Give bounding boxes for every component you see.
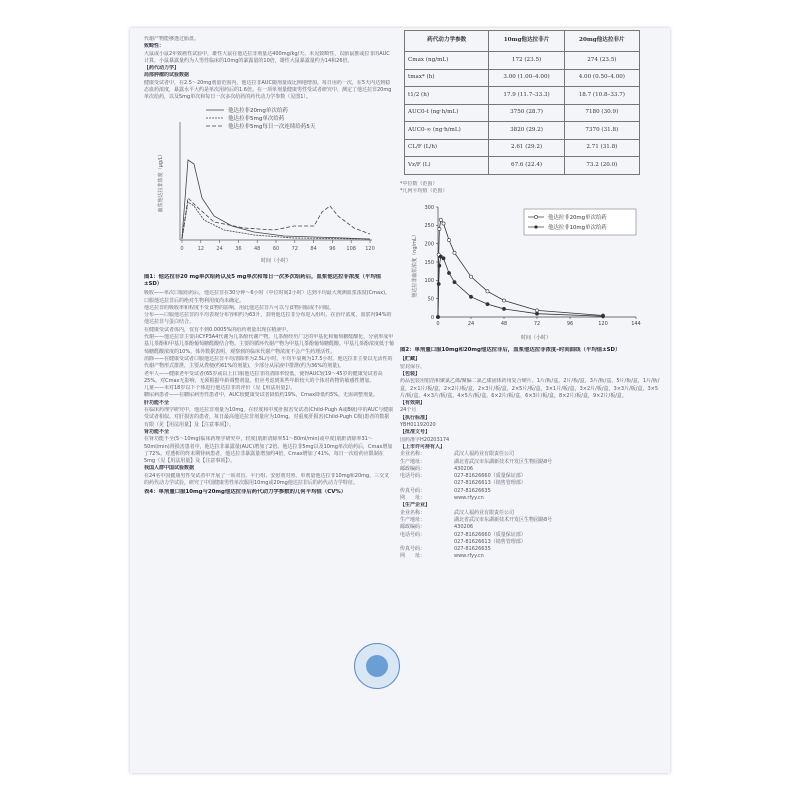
pk-cell: Cmax (ng/mL) (405, 52, 489, 70)
pk-header-20mg: 20mg他达拉非片 (564, 31, 639, 52)
list-item (400, 495, 662, 502)
x-tick-label: 108 (346, 245, 356, 252)
info-label: 企业名称： (400, 451, 426, 458)
figure-2-legend-1-text: 他达拉非20mg单次给药 (548, 215, 607, 222)
pk-table-note-2: *几何平均值（范围） (400, 187, 448, 194)
para-3: 在临床药理学研究中，他达拉非剂量为10mg，在轻度和中度肝损害受试者(Child-Pugh A或B级)中的AUC与健康受试者相似。对肝损害的患者，每日最高他达拉非剂量应为10mg。对重度肝损害(Child-Pugh C级)患者的数据有限（见【用法用量】及【注意事项】）。 (144, 407, 394, 428)
x-tick-label: 72 (533, 321, 541, 328)
x-tick-label: 60 (272, 245, 280, 252)
list-item (400, 553, 662, 560)
data-point (447, 238, 450, 241)
info-value: 430206 (454, 465, 474, 472)
table-row (405, 52, 640, 70)
data-point (439, 218, 442, 221)
maker-title: 【生产企业】 (400, 502, 431, 509)
list-item (400, 480, 662, 487)
pk-header-param: 药代动力学参数 (405, 31, 489, 52)
list-item (400, 546, 662, 553)
figure-1-x-ticks (180, 240, 374, 252)
section-pk-title: 【药代动力学】 (144, 65, 180, 72)
x-tick-label: 12 (197, 245, 204, 252)
figure-2-legend-box (524, 209, 636, 235)
x-tick-label: 48 (500, 321, 508, 328)
pk-cell: AUC0-t (ng·h/mL) (405, 104, 489, 122)
info-label: 生产地址： (400, 516, 426, 523)
data-point (438, 264, 441, 267)
certification-seal-icon (354, 643, 400, 689)
x-tick-label: 0 (180, 245, 184, 252)
info-value: www.rfyy.cn (454, 553, 484, 560)
table-row (405, 104, 640, 122)
table-row (405, 139, 640, 157)
right-column (400, 28, 662, 773)
x-tick-label: 0 (436, 321, 440, 328)
pk-table-note: *中位数（范围） (400, 180, 438, 187)
data-point (436, 315, 439, 318)
para-2-food: 他达拉非的吸收率和程度不受食物的影响，用此他达拉非片可以与食物同服或不同服。 (144, 304, 335, 311)
x-tick-label: 120 (365, 245, 375, 252)
list-item (400, 466, 662, 473)
figure-1-series-20mg (182, 160, 370, 239)
info-value: 湖北省武汉市东湖新技术开发区生物园路8号 (454, 516, 553, 523)
figure-2-xlabel: 时间（小时） (520, 335, 552, 342)
figure-2-caption: 图2：单剂量口服10mg和20mg他达拉非后，血浆他达拉非浓度–时间曲线（平均值±SD） (400, 347, 621, 354)
legend-1-text: 他达拉非20mg单次给药 (228, 107, 288, 114)
figure-2-legend-2-marker (534, 225, 537, 228)
pk-cell: 7180 (30.9) (564, 104, 639, 122)
pk-cell: 3820 (29.2) (489, 122, 564, 140)
list-item (400, 539, 662, 546)
pk-cell: CL/F (L/h) (405, 139, 489, 157)
pk-cell: 2.71 (31.8) (564, 139, 639, 157)
figure-2-legend-1-marker (534, 215, 537, 218)
data-point (486, 303, 489, 306)
info-label: 邮政编码： (400, 524, 426, 531)
info-value: 027-81626635 (454, 546, 491, 553)
y-tick-label: 150 (424, 259, 434, 266)
pk-cell: 274 (23.5) (564, 52, 639, 70)
info-label (400, 480, 454, 487)
data-point (469, 275, 472, 278)
x-tick-label: 84 (310, 245, 317, 252)
para-1: 健康受试者中，在2.5～20mg剂量范围内，他达拉非AUC随剂量成比例地增加。每日用药一次，在5天内达到稳态血药浓度，暴露水平大约是单次用药后的1.6倍。在一项单剂量健康男性受试者研究中，测定了他达拉非20mg单次给药，以及5mg单次和每日一次多次给药的药代动力学参数（见图1）。 (144, 79, 392, 101)
data-point (502, 299, 505, 302)
list-item (400, 451, 662, 458)
info-label: 邮政编码： (400, 465, 426, 472)
info-value: 027-81626613（销售管理部） (454, 538, 526, 545)
list-item (400, 473, 662, 480)
info-label: 电话号码： (400, 473, 426, 480)
info-value: 湖北省武汉市东湖新技术开发区生物园路8号 (454, 458, 553, 465)
info-value: 武汉人福药业有限责任公司 (454, 509, 515, 516)
pk-table-header (405, 31, 640, 52)
x-tick-label: 120 (598, 321, 608, 328)
storage-text: 密封保存。 (400, 363, 426, 370)
x-tick-label: 24 (216, 245, 223, 252)
y-tick-label: 0 (430, 314, 434, 321)
sub-china: 我国人群中国试验数据 (144, 465, 195, 472)
data-point (453, 281, 456, 284)
para-2-distribution: 分布——口服他达拉非的平均表观分布容积约为63升，表明他达拉非分布进入组织。在治疗浓度，血浆内94%的他达拉非与蛋白结合。 (144, 312, 392, 326)
figure-2-legend (524, 209, 636, 235)
y-tick-label: 100 (424, 278, 434, 285)
data-point (535, 309, 538, 312)
pk-cell: 2.61 (29.2) (489, 139, 564, 157)
pk-cell: 3750 (28.7) (489, 104, 564, 122)
legend-3-text: 他达拉非5mg每日一次连续给药5天 (228, 123, 316, 130)
info-value: 027-81626660（质量保证部） (454, 473, 526, 480)
pk-cell: AUC0-∞ (ng·h/mL) (405, 122, 489, 140)
intro-line-3: 大鼠或小鼠2年致癌性试验中，雄性大鼠在他达拉非剂量达400mg/kg/天、未见致畸性，以胎鼠推或拉非的AUC计算，小鼠暴露量约为人男性临床的10mg的暴露量的10倍，雄性大鼠暴露量约为14和26倍。 (144, 50, 390, 64)
data-point (437, 282, 440, 285)
validity-text: 24个月 (400, 407, 417, 414)
x-tick-label: 48 (254, 245, 261, 252)
pk-cell: 17.9 (11.7–33.3) (489, 87, 564, 105)
para-2-elderly: 老年人——健康老年受试者(65岁或以上)口服他达拉非的清除率较低，使得AUC较19～45岁的健康受试者高25%。对Cmax无影响，无须根据年龄调整剂量。但应考虑到某些年龄较大的个体对药物的敏感性增加。 (144, 370, 383, 384)
pk-cell: 4.00 (0.50–4.00) (564, 69, 639, 87)
pk-cell: t1/2 (h) (405, 87, 489, 105)
validity-title: 【有效期】 (400, 400, 426, 407)
sub-renal: 肾功能不全 (144, 428, 170, 435)
intro-line-1: 代谢产物能够透过胎盘。 (144, 36, 200, 42)
x-tick-label: 96 (566, 321, 574, 328)
para-4: 在肾功能不全(5～10mg)临床药理学研究中，轻度(肌酐清除率51～80ml/min)或中度(肌酐清除率31～50ml/min)肾损害患者中，他达拉非暴露量(AUC)增加了2倍。他达拉非5mg以及10mg单次给药后，Cmax增加了72%。对透析的终末期肾病患者，他达拉非暴露量增加约4倍，Cmax增加了41%，每日一次给药应限制在5mg（见【用法用量】及【注意事项】）。 (144, 436, 393, 465)
pk-cell: tmax* (h) (405, 69, 489, 87)
series-line-2 (438, 257, 603, 318)
figure-1-chart (144, 102, 394, 272)
table-4-caption: 表4：单剂量口服10mg与20mg他达拉非后药代动力学参数的几何平均值（CV%） (144, 489, 347, 496)
pk-table (404, 30, 640, 175)
figure-1-caption: 图1：他达拉非20 mg单次给药以及5 mg单次和每日一次多次给药后，血浆他达拉非浓度（平均值±SD） (144, 273, 382, 287)
data-point (438, 227, 441, 230)
info-label: 生产地址： (400, 458, 426, 465)
approval-title: 【批准文号】 (400, 429, 431, 436)
figure-1-series-5mg (182, 202, 370, 239)
list-item (400, 517, 662, 524)
info-value: www.rfyy.cn (454, 495, 484, 502)
y-tick-label: 200 (424, 241, 434, 248)
storage-title: 【贮藏】 (400, 356, 421, 363)
maker-info (400, 510, 662, 561)
pk-cell: 3.00 (1.00–4.00) (489, 69, 564, 87)
table-row (405, 87, 640, 105)
holder-info (400, 451, 662, 502)
pk-header-10mg: 10mg他达拉非片 (489, 31, 564, 52)
data-point (469, 295, 472, 298)
x-tick-label: 144 (631, 321, 641, 328)
figure-2-chart (400, 195, 650, 345)
data-point (535, 312, 538, 315)
intro-line-2: 致畸性： (144, 43, 165, 50)
list-item (400, 488, 662, 495)
info-label: 传真号码： (400, 487, 426, 494)
table-row (405, 122, 640, 140)
y-tick-label: 300 (424, 204, 434, 211)
para-2-metabolism: 代谢——他达拉非主要由CYP3A4代谢为儿茶酚代谢产物。儿茶酚经历广泛的甲基化和葡萄糖醛酸化，分别形成甲基儿茶酚和甲基儿茶酚葡萄糖醛酸结合物。主要的循环代谢产物为甲基儿茶酚葡萄糖醛酸。甲基儿茶酚浓度低于葡萄糖醛酸浓度的10%。体外数据表明，观察到的临床代谢产物浓度不会产生药理活性。 (144, 334, 394, 355)
pk-cell: 18.7 (10.8–33.7) (564, 87, 639, 105)
data-point (442, 257, 445, 260)
info-label: 网 址： (400, 553, 426, 560)
para-2-children: 儿童——未对18岁以下个体进行他达拉非的评价（见【用法用量】）。 (144, 385, 296, 392)
y-tick-label: 50 (427, 296, 434, 303)
table-row (405, 157, 640, 175)
info-label (400, 539, 454, 546)
info-value: 430206 (454, 524, 474, 531)
approval-text: 国药准字H20203174 (400, 436, 450, 443)
list-item (400, 510, 662, 517)
info-value: 武汉人福药业有限责任公司 (454, 451, 515, 458)
para-2-diabetes: 糖尿病患者——在糖尿病男性患者中，AUC较健康受试者降低约19%，Cmax降低约5%。无需调整剂量。 (144, 392, 379, 399)
table-row (405, 69, 640, 87)
list-item (400, 532, 662, 539)
info-value: 027-81626613（销售管理部） (454, 480, 526, 487)
data-point (502, 307, 505, 310)
info-label: 网 址： (400, 495, 426, 502)
pk-cell: 172 (23.5) (489, 52, 564, 70)
info-label: 电话号码： (400, 531, 426, 538)
pk-cell: 73.2 (20.0) (564, 157, 639, 175)
para-2-semen: 在健康受试者体内，仅有不到0.0005%的给药剂量出现在精液中。 (144, 326, 292, 333)
pk-cell: 67.6 (22.4) (489, 157, 564, 175)
x-tick-label: 24 (467, 321, 475, 328)
x-tick-label: 72 (291, 245, 298, 252)
info-label: 企业名称： (400, 509, 426, 516)
pk-cell: 7370 (31.8) (564, 122, 639, 140)
standard-title: 【执行标准】 (400, 414, 431, 421)
data-point (442, 222, 445, 225)
list-item (400, 524, 662, 531)
info-value: 027-81626660（质量保证部） (454, 531, 526, 538)
data-point (601, 315, 604, 318)
figure-2-ylabel: 他达拉非血浆浓度（ng/mL） (412, 232, 418, 298)
para-2-elimination: 消除——在健康受试者口服他达拉非平均清除率为2.5L/小时，平均半衰期为17.5小时。他达拉非主要以无活性的代谢产物形式排泄，主要从粪便(约61%的剂量)，少部分从尿液中排泄(约为36%的剂量)。 (144, 355, 393, 370)
figure-1-ylabel: 血浆他达拉非浓度（μg/L） (158, 151, 164, 213)
figure-1-series-5mg-daily (182, 198, 370, 239)
legend-2-text: 他达拉非5mg单次给药 (228, 115, 285, 122)
figure-2-legend-2-text: 他达拉非10mg单次给药 (548, 225, 607, 232)
package-title: 【包装】 (400, 370, 421, 377)
x-tick-label: 36 (235, 245, 242, 252)
para-5: 在24名中国健康男性受试者中开展了一项双盲、平行组、安慰剂对照、单剂量他达拉非10mg和20mg、三交叉的药代动力学试验，研究了中国健康男性单次服用10mg或20mg他达拉非后的药代动力学特征。 (144, 472, 390, 486)
data-point (486, 290, 489, 293)
info-label: 传真号码： (400, 546, 426, 553)
holder-title: 【上市许可持有人】 (400, 443, 446, 450)
figure-1-xlabel: 时间（小时） (260, 257, 292, 264)
sub-hepatic: 肝功能不全 (144, 399, 170, 406)
para-2-absorption: 吸收——单次口服给药后，他达拉非在30分钟～6小时（中位时间2小时）达到平均最大观测血浆浓度(Cmax)。口服他达拉非后的绝对生物利用度尚未确定。 (144, 290, 391, 304)
pk-cell: Vz/F (L) (405, 157, 489, 175)
package-text: 药品包装用铝箔和聚氯乙烯/聚偏二氯乙烯固体药用复合硬片。1片/板/盒，2片/板/盒，3片/板/盒，5片/板/盒，1片/板/盒，2×1片/板/盒，2×2片/板/盒，2×3片/板/盒，2×5片/板/盒，3×1片/板/盒，3×2片/板/盒，3×3片/板/盒，3×5片/板/盒，4×3片/板/盒，4×5片/板/盒，6×2片/板/盒，6×3片/板/盒，8×2片/板/盒，9×2片/板/盒。 (400, 378, 660, 399)
y-tick-label: 250 (424, 223, 434, 230)
standard-text: YBH01192020 (400, 422, 436, 429)
figure-1-legend (206, 106, 316, 130)
seal-inner-icon (366, 655, 388, 677)
info-value: 027-81626635 (454, 487, 491, 494)
list-item (400, 459, 662, 466)
x-tick-label: 96 (329, 245, 336, 252)
data-point (447, 271, 450, 274)
leaflet-page (130, 28, 670, 773)
data-point (453, 251, 456, 254)
sub-normal: 局部肿瘤的试验数据 (144, 72, 190, 79)
